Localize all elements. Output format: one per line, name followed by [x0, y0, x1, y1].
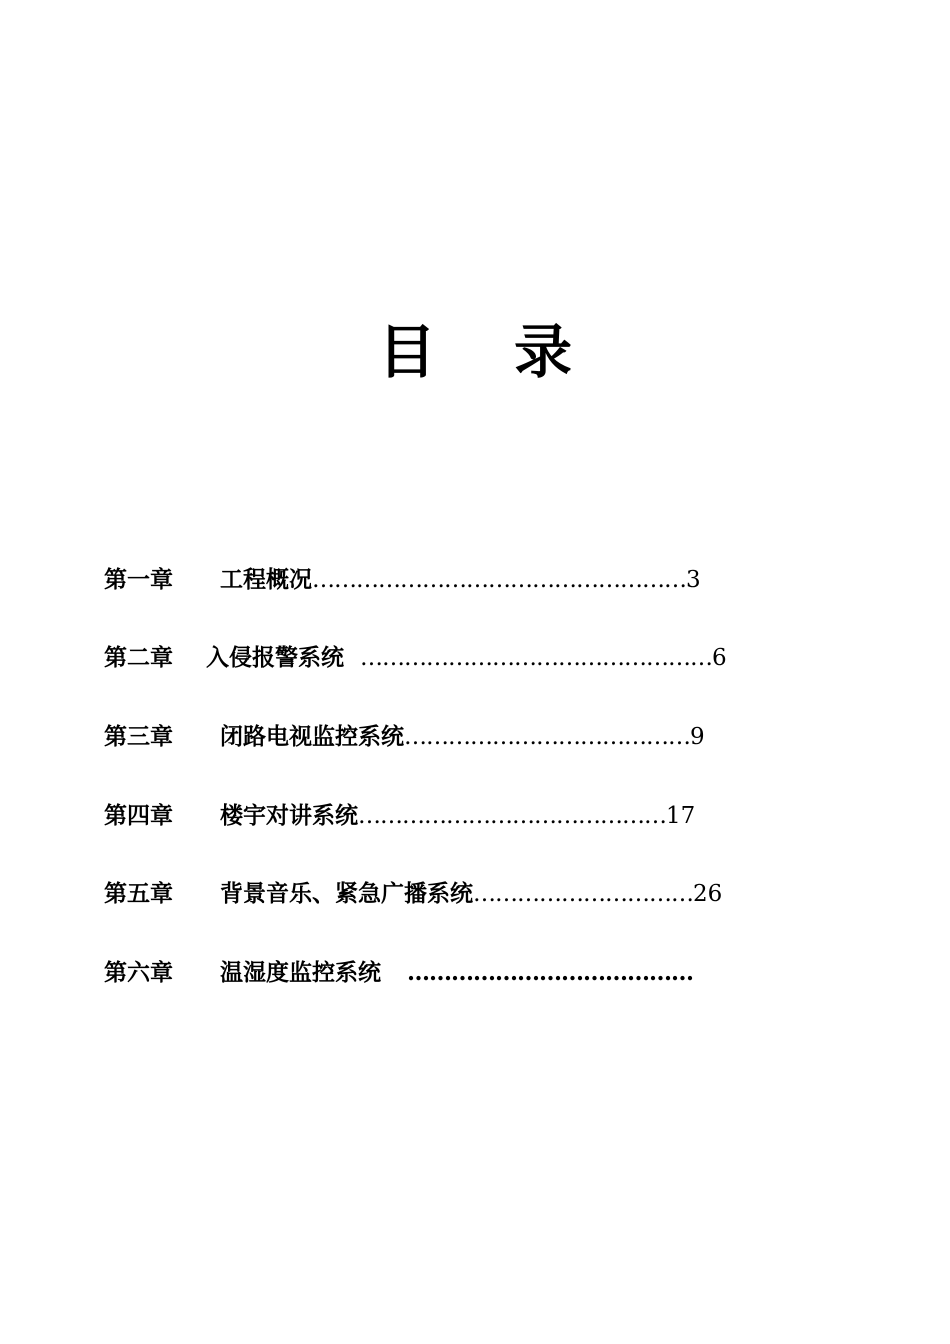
title-char-1: 目: [377, 318, 436, 386]
toc-entry-1[interactable]: [104, 560, 701, 600]
toc-heading: 工程概况: [220, 566, 312, 593]
toc-chapter-number: 第三章: [104, 723, 173, 750]
toc-chapter-number: 第四章: [104, 802, 173, 829]
toc-page-number: 3: [686, 567, 701, 593]
toc-leader-dots: …………………………………: [404, 724, 690, 750]
toc-chapter-number: 第二章: [104, 644, 173, 671]
toc-chapter-number: 第六章: [104, 959, 173, 986]
toc-leader-dots: ……………………………………………: [312, 567, 686, 593]
toc-page-number: 26: [693, 881, 723, 907]
toc-entry-5[interactable]: [104, 874, 722, 914]
page-title: [0, 312, 950, 392]
toc-heading: 闭路电视监控系统: [220, 723, 404, 750]
toc-page-number: 17: [666, 803, 696, 829]
toc-chapter-number: 第一章: [104, 566, 173, 593]
toc-page-number: 9: [690, 724, 705, 750]
toc-leader-dots: …………………………………: [407, 959, 693, 986]
toc-entry-6[interactable]: [104, 953, 693, 993]
toc-heading: 入侵报警系统: [206, 644, 344, 671]
toc-heading: 温湿度监控系统: [220, 959, 381, 986]
toc-page-number: 6: [712, 645, 727, 671]
toc-entry-2[interactable]: [104, 638, 727, 678]
toc-heading: 背景音乐、紧急广播系统: [220, 880, 473, 907]
toc-entry-3[interactable]: [104, 717, 705, 757]
toc-chapter-number: 第五章: [104, 880, 173, 907]
toc-heading: 楼宇对讲系统: [220, 802, 358, 829]
toc-entry-4[interactable]: [104, 796, 695, 836]
title-char-2: 录: [514, 318, 573, 386]
toc-leader-dots: …………………………: [473, 881, 693, 907]
toc-leader-dots: ……………………………………: [358, 803, 666, 829]
toc-leader-dots: …………………………………………: [360, 645, 712, 671]
